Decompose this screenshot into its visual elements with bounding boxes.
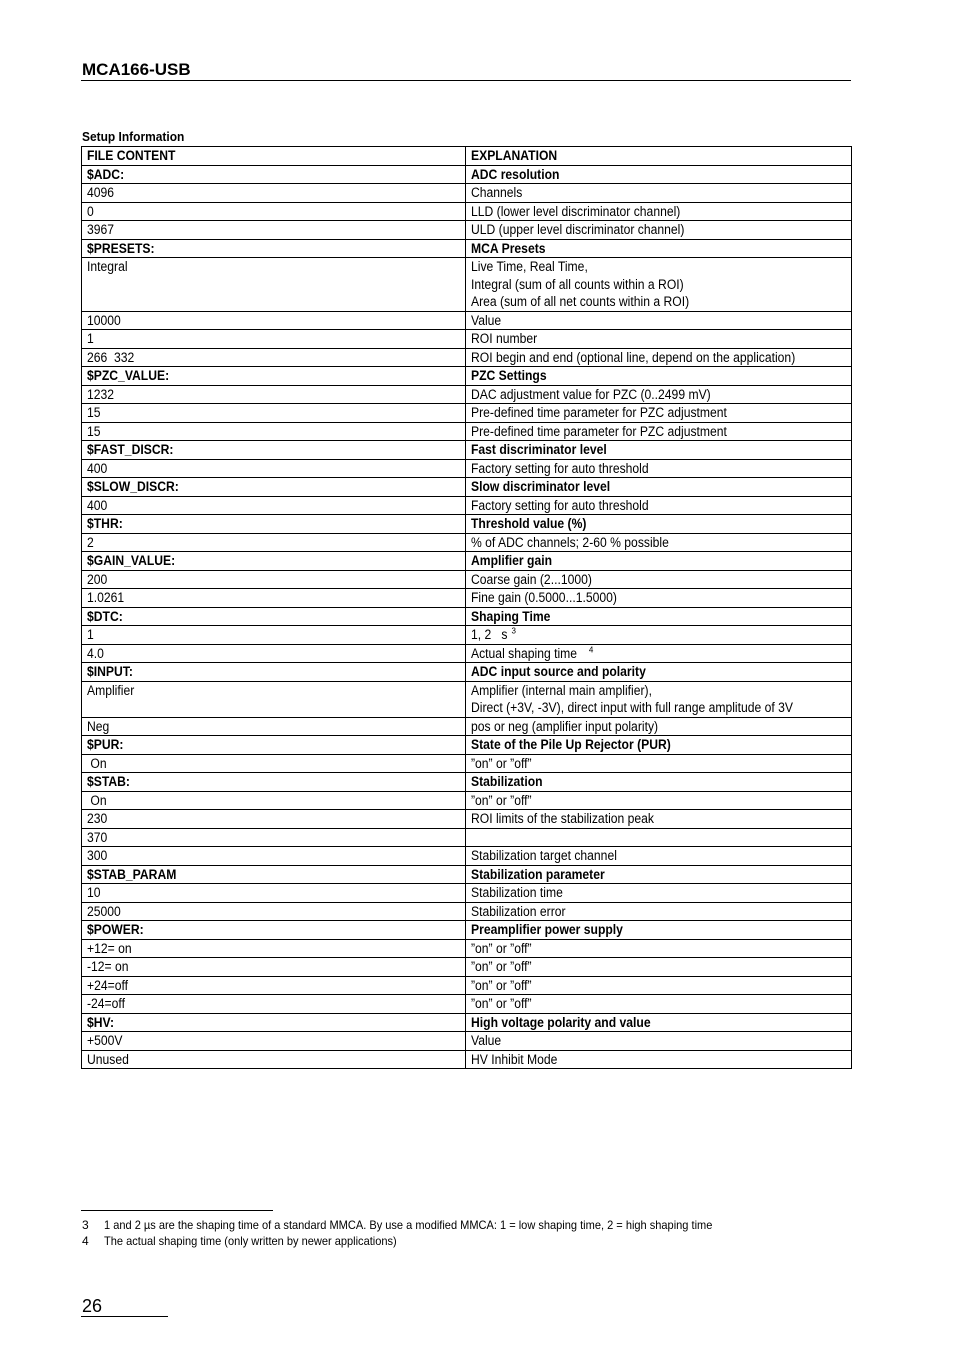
explanation-cell-line: ADC resolution xyxy=(471,166,560,182)
file-content-cell-line: Integral xyxy=(87,259,128,274)
file-content-cell xyxy=(82,570,466,589)
explanation-cell-line: ADC input source and polarity xyxy=(471,664,646,679)
explanation-cell xyxy=(466,441,852,460)
explanation-cell xyxy=(466,459,852,478)
explanation-cell-line: Value xyxy=(471,1033,502,1048)
file-content-cell xyxy=(82,404,466,423)
table-row xyxy=(82,921,852,940)
explanation-cell-line: ”on” or ”off” xyxy=(471,977,532,993)
explanation-cell-line: Fast discriminator level xyxy=(471,442,607,457)
file-content-cell-line: $SLOW_DISCR: xyxy=(87,479,179,494)
file-content-cell xyxy=(82,607,466,626)
explanation-cell-line: ”on” or ”off” xyxy=(471,996,532,1011)
explanation-cell xyxy=(466,202,852,221)
explanation-cell xyxy=(466,958,852,977)
file-content-cell-line: $INPUT: xyxy=(87,664,133,679)
table-row xyxy=(82,552,852,571)
file-content-cell xyxy=(82,810,466,829)
table-row xyxy=(82,902,852,921)
table-row xyxy=(82,663,852,682)
document-header-title: MCA166-USB xyxy=(82,60,191,79)
table-row xyxy=(82,754,852,773)
explanation-cell-line: Pre-defined time parameter for PZC adjustment xyxy=(471,423,727,439)
file-content-cell-line: $FAST_DISCR: xyxy=(87,442,174,457)
footnote-text: 1 and 2 µs are the shaping time of a standard MMCA. By use a modified MMCA: 1 = low shaping time, 2 = high shaping time xyxy=(104,1218,713,1232)
table-row xyxy=(82,533,852,552)
explanation-cell xyxy=(466,570,852,589)
file-content-cell-line: $PUR: xyxy=(87,737,124,752)
file-content-cell-line: 10000 xyxy=(87,312,121,328)
explanation-cell xyxy=(466,847,852,866)
table-row xyxy=(82,441,852,460)
file-content-cell-line: 1 xyxy=(87,627,94,642)
explanation-cell xyxy=(466,644,852,663)
explanation-cell-line: Shaping Time xyxy=(471,608,551,624)
file-content-cell xyxy=(82,828,466,847)
file-content-cell-line: Unused xyxy=(87,1051,129,1067)
footnote-reference: 3 xyxy=(511,626,516,636)
file-content-cell xyxy=(82,736,466,755)
explanation-cell-line: Amplifier (internal main amplifier), xyxy=(471,682,652,698)
file-content-cell xyxy=(82,902,466,921)
explanation-cell xyxy=(466,736,852,755)
explanation-cell xyxy=(466,717,852,736)
explanation-cell-line: Factory setting for auto threshold xyxy=(471,460,649,476)
table-row xyxy=(82,1032,852,1051)
explanation-cell xyxy=(466,976,852,995)
table-row xyxy=(82,681,852,717)
file-content-cell-line: $STAB: xyxy=(87,774,130,789)
file-content-cell xyxy=(82,754,466,773)
table-row xyxy=(82,736,852,755)
file-content-cell-line: 25000 xyxy=(87,903,121,919)
explanation-cell xyxy=(466,422,852,441)
file-content-cell-line: 1.0261 xyxy=(87,590,125,605)
explanation-cell-line: Channels xyxy=(471,185,523,200)
explanation-cell xyxy=(466,258,852,312)
table-row xyxy=(82,884,852,903)
explanation-cell xyxy=(466,385,852,404)
file-content-cell xyxy=(82,184,466,203)
table-row xyxy=(82,626,852,645)
table-row xyxy=(82,515,852,534)
explanation-cell xyxy=(466,773,852,792)
table-row xyxy=(82,939,852,958)
table-row xyxy=(82,1013,852,1032)
table-row xyxy=(82,976,852,995)
file-content-cell xyxy=(82,422,466,441)
file-content-cell xyxy=(82,258,466,312)
explanation-cell-line: ROI begin and end (optional line, depend on the application) xyxy=(471,349,796,365)
explanation-cell xyxy=(466,239,852,258)
file-content-cell xyxy=(82,459,466,478)
explanation-cell-line: HV Inhibit Mode xyxy=(471,1051,558,1067)
file-content-cell xyxy=(82,626,466,645)
table-row xyxy=(82,717,852,736)
file-content-cell-line: On xyxy=(87,755,107,771)
file-content-cell xyxy=(82,478,466,497)
table-row xyxy=(82,385,852,404)
file-content-cell-line: $PRESETS: xyxy=(87,240,155,256)
explanation-cell-line: 1, 2 s xyxy=(471,627,508,642)
explanation-cell xyxy=(466,921,852,940)
file-content-cell xyxy=(82,533,466,552)
explanation-cell xyxy=(466,330,852,349)
file-content-cell xyxy=(82,221,466,240)
file-content-cell xyxy=(82,1013,466,1032)
table-row xyxy=(82,496,852,515)
explanation-cell-line: Pre-defined time parameter for PZC adjustment xyxy=(471,405,727,420)
footnote-number: 3 xyxy=(82,1218,89,1232)
explanation-cell xyxy=(466,865,852,884)
setup-information-table xyxy=(81,146,852,1069)
explanation-cell-line: Amplifier gain xyxy=(471,553,553,568)
table-row xyxy=(82,239,852,258)
file-content-cell xyxy=(82,311,466,330)
table-row xyxy=(82,330,852,349)
explanation-cell-line: Threshold value (%) xyxy=(471,516,587,531)
table-row xyxy=(82,773,852,792)
table-row xyxy=(82,958,852,977)
table-row xyxy=(82,348,852,367)
explanation-cell-line: Stabilization parameter xyxy=(471,866,605,882)
explanation-cell xyxy=(466,348,852,367)
explanation-cell xyxy=(466,902,852,921)
file-content-cell xyxy=(82,165,466,184)
table-row xyxy=(82,589,852,608)
file-content-cell-line: $THR: xyxy=(87,516,123,531)
explanation-cell-line: Stabilization xyxy=(471,774,543,789)
file-content-cell-line: 2 xyxy=(87,534,94,550)
column-header-file-content: FILE CONTENT xyxy=(82,147,466,166)
file-content-cell xyxy=(82,644,466,663)
file-content-cell xyxy=(82,773,466,792)
file-content-cell xyxy=(82,884,466,903)
file-content-cell-line: 1 xyxy=(87,331,94,346)
explanation-cell-line: PZC Settings xyxy=(471,368,547,383)
file-content-cell xyxy=(82,958,466,977)
table-row xyxy=(82,478,852,497)
explanation-cell-line: ULD (upper level discriminator channel) xyxy=(471,222,685,237)
file-content-cell-line: 300 xyxy=(87,848,108,863)
explanation-cell-line: State of the Pile Up Rejector (PUR) xyxy=(471,737,671,752)
file-content-cell xyxy=(82,239,466,258)
explanation-cell-line: Fine gain (0.5000...1.5000) xyxy=(471,590,617,605)
table-row xyxy=(82,1050,852,1069)
column-header-explanation: EXPLANATION xyxy=(466,147,852,166)
explanation-cell xyxy=(466,810,852,829)
file-content-cell-line: 3967 xyxy=(87,222,115,237)
explanation-cell-line: Stabilization time xyxy=(471,885,563,900)
file-content-cell-line: 200 xyxy=(87,571,108,587)
table-row xyxy=(82,791,852,810)
table-row xyxy=(82,810,852,829)
file-content-cell-line: $PZC_VALUE: xyxy=(87,368,170,383)
table-row xyxy=(82,828,852,847)
footnote-reference: 4 xyxy=(588,645,594,654)
explanation-cell xyxy=(466,496,852,515)
footnote-text: The actual shaping time (only written by newer applications) xyxy=(104,1234,397,1248)
table-row xyxy=(82,865,852,884)
explanation-cell-line: DAC adjustment value for PZC (0..2499 mV) xyxy=(471,386,711,402)
section-title: Setup Information xyxy=(82,129,185,144)
explanation-cell xyxy=(466,478,852,497)
table-row xyxy=(82,459,852,478)
explanation-cell xyxy=(466,404,852,423)
explanation-cell xyxy=(466,165,852,184)
explanation-cell xyxy=(466,515,852,534)
table-row xyxy=(82,202,852,221)
explanation-cell-line: Factory setting for auto threshold xyxy=(471,497,649,513)
header-rule xyxy=(81,80,851,81)
explanation-cell-line: ROI limits of the stabilization peak xyxy=(471,811,655,826)
file-content-cell xyxy=(82,939,466,958)
explanation-cell-line: MCA Presets xyxy=(471,240,546,256)
explanation-cell-line: ”on” or ”off” xyxy=(471,959,532,974)
file-content-cell-line: $POWER: xyxy=(87,922,144,937)
file-content-cell-line: 15 xyxy=(87,423,101,439)
file-content-cell xyxy=(82,330,466,349)
file-content-cell-line: 370 xyxy=(87,829,108,845)
file-content-cell-line: Amplifier xyxy=(87,682,135,698)
file-content-cell xyxy=(82,791,466,810)
file-content-cell xyxy=(82,385,466,404)
explanation-cell xyxy=(466,828,852,847)
explanation-cell xyxy=(466,607,852,626)
file-content-cell-line: On xyxy=(87,792,107,808)
explanation-cell xyxy=(466,663,852,682)
file-content-cell xyxy=(82,663,466,682)
table-row xyxy=(82,422,852,441)
table-row xyxy=(82,847,852,866)
page-number: 26 xyxy=(82,1296,103,1316)
file-content-cell-line: $DTC: xyxy=(87,608,123,624)
file-content-cell-line: $GAIN_VALUE: xyxy=(87,553,176,568)
page-number-rule xyxy=(81,1316,168,1317)
explanation-cell-line: Integral (sum of all counts within a ROI) xyxy=(471,276,684,292)
table-row xyxy=(82,404,852,423)
table-row xyxy=(82,258,852,312)
explanation-cell-line: Value xyxy=(471,312,502,328)
explanation-cell xyxy=(466,995,852,1014)
file-content-cell xyxy=(82,717,466,736)
explanation-cell xyxy=(466,791,852,810)
footnote-4 xyxy=(82,1234,422,1248)
file-content-cell-line: -12= on xyxy=(87,959,129,974)
explanation-cell-line: Actual shaping time xyxy=(471,645,578,661)
explanation-cell xyxy=(466,367,852,386)
explanation-cell xyxy=(466,1050,852,1069)
table-row xyxy=(82,995,852,1014)
explanation-cell xyxy=(466,184,852,203)
explanation-cell-line: ”on” or ”off” xyxy=(471,792,532,808)
file-content-cell-line: +12= on xyxy=(87,940,132,956)
file-content-cell-line: 230 xyxy=(87,811,108,826)
file-content-cell-line: +24=off xyxy=(87,977,129,993)
file-content-cell-line: Neg xyxy=(87,718,110,734)
explanation-cell xyxy=(466,1013,852,1032)
table-row xyxy=(82,607,852,626)
file-content-cell-line: 400 xyxy=(87,497,108,513)
file-content-cell-line: 1232 xyxy=(87,386,115,402)
file-content-cell-line: 4096 xyxy=(87,185,115,200)
table-row xyxy=(82,184,852,203)
file-content-cell-line: 10 xyxy=(87,885,101,900)
file-content-cell xyxy=(82,552,466,571)
file-content-cell-line: +500V xyxy=(87,1033,123,1048)
explanation-cell-line: Slow discriminator level xyxy=(471,479,611,494)
explanation-cell-line: Direct (+3V, -3V), direct input with full range amplitude of 3V xyxy=(471,700,794,715)
explanation-cell-line: Preamplifier power supply xyxy=(471,922,623,937)
explanation-cell-line: % of ADC channels; 2-60 % possible xyxy=(471,534,669,550)
file-content-cell xyxy=(82,496,466,515)
file-content-cell-line: 15 xyxy=(87,405,101,420)
explanation-cell-line: High voltage polarity and value xyxy=(471,1014,651,1030)
explanation-cell xyxy=(466,939,852,958)
file-content-cell xyxy=(82,348,466,367)
explanation-cell xyxy=(466,589,852,608)
file-content-cell xyxy=(82,1050,466,1069)
footnote-number: 4 xyxy=(82,1234,89,1248)
table-row xyxy=(82,367,852,386)
file-content-cell-line: 266 332 xyxy=(87,349,135,365)
explanation-cell-line: LLD (lower level discriminator channel) xyxy=(471,203,681,219)
explanation-cell-line: Stabilization target channel xyxy=(471,848,617,863)
table-header-row xyxy=(82,147,852,166)
file-content-cell-line: $ADC: xyxy=(87,166,125,182)
explanation-cell-line: ”on” or ”off” xyxy=(471,755,532,771)
explanation-cell-line: Coarse gain (2...1000) xyxy=(471,571,592,587)
explanation-cell xyxy=(466,221,852,240)
table-row xyxy=(82,165,852,184)
explanation-cell xyxy=(466,754,852,773)
explanation-cell xyxy=(466,681,852,717)
file-content-cell xyxy=(82,847,466,866)
file-content-cell-line: 400 xyxy=(87,460,108,476)
file-content-cell xyxy=(82,681,466,717)
explanation-cell-line: ROI number xyxy=(471,331,538,346)
file-content-cell xyxy=(82,367,466,386)
file-content-cell xyxy=(82,202,466,221)
file-content-cell-line: 0 xyxy=(87,203,94,219)
file-content-cell xyxy=(82,515,466,534)
explanation-cell xyxy=(466,311,852,330)
file-content-cell xyxy=(82,995,466,1014)
explanation-cell xyxy=(466,1032,852,1051)
explanation-cell-line: Stabilization error xyxy=(471,903,566,919)
explanation-cell-line: pos or neg (amplifier input polarity) xyxy=(471,718,659,734)
file-content-cell xyxy=(82,976,466,995)
file-content-cell xyxy=(82,589,466,608)
table-row xyxy=(82,570,852,589)
explanation-cell xyxy=(466,884,852,903)
explanation-cell xyxy=(466,533,852,552)
explanation-cell xyxy=(466,626,852,645)
footnote-3 xyxy=(82,1218,765,1232)
explanation-cell xyxy=(466,552,852,571)
file-content-cell-line: $HV: xyxy=(87,1014,115,1030)
setup-table-body xyxy=(82,147,852,1069)
file-content-cell-line: -24=off xyxy=(87,996,125,1011)
explanation-cell-line: Area (sum of all net counts within a ROI) xyxy=(471,294,690,309)
footnote-separator xyxy=(81,1210,273,1211)
explanation-cell-line: ”on” or ”off” xyxy=(471,940,532,956)
explanation-cell-line: Live Time, Real Time, xyxy=(471,259,588,274)
file-content-cell xyxy=(82,1032,466,1051)
file-content-cell-line: 4.0 xyxy=(87,645,104,661)
file-content-cell-line: $STAB_PARAM xyxy=(87,866,177,882)
table-row xyxy=(82,221,852,240)
file-content-cell xyxy=(82,865,466,884)
file-content-cell xyxy=(82,921,466,940)
file-content-cell xyxy=(82,441,466,460)
table-row xyxy=(82,311,852,330)
table-row xyxy=(82,644,852,663)
